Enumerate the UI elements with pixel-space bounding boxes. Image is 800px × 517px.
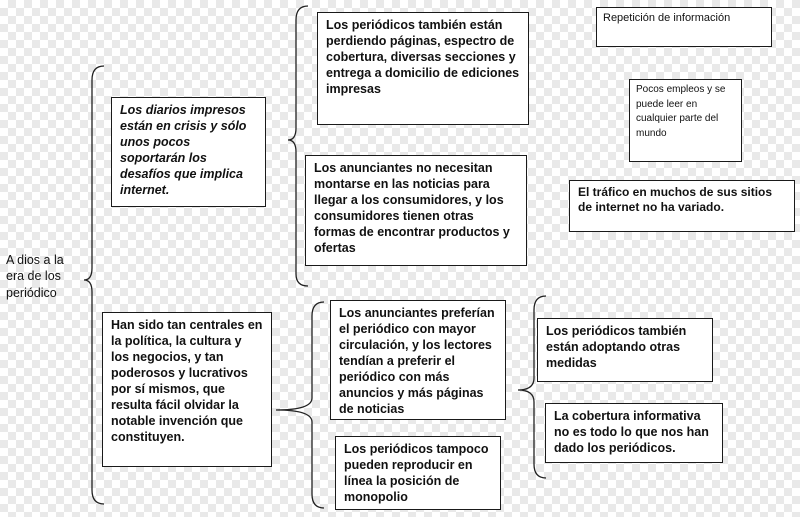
node-cobertura: La cobertura informativa no es todo lo que nos han dado los periódicos. (545, 403, 723, 463)
node-monopolio: Los periódicos tampoco pueden reproducir en línea la posición de monopolio (335, 436, 501, 510)
bracket-root (84, 66, 104, 504)
node-paginas: Los periódicos también están perdiendo páginas, espectro de cobertura, diversas secciones y entrega a domicilio de ediciones impresas (317, 12, 529, 125)
root-topic: A dios a la era de los periódico (6, 253, 64, 300)
node-centrales: Han sido tan centrales en la política, la cultura y los negocios, y tan poderosos y lucrativos por sí mismos, que resulta fácil olvidar la notable invención que constituyen. (102, 312, 272, 467)
note-trafico: El tráfico en muchos de sus sitios de internet no ha variado. (569, 180, 795, 232)
node-preferian: Los anunciantes preferían el periódico con mayor circulación, y los lectores tendían a preferir el periódico con más anuncios y más páginas de noticias (330, 300, 506, 420)
node-crisis: Los diarios impresos están en crisis y sólo unos pocos soportarán los desafíos que implica internet. (111, 97, 266, 207)
note-repeticion: Repetición de información (596, 7, 772, 47)
node-adoptando: Los periódicos también están adoptando otras medidas (537, 318, 713, 382)
node-anunciantes-no: Los anunciantes no necesitan montarse en las noticias para llegar a los consumidores, y los consumidores tienen otras formas de encontrar productos y ofertas (305, 155, 527, 266)
note-pocos-empleos: Pocos empleos y se puede leer en cualquier parte del mundo (629, 79, 742, 162)
bracket-centrales (276, 302, 324, 508)
